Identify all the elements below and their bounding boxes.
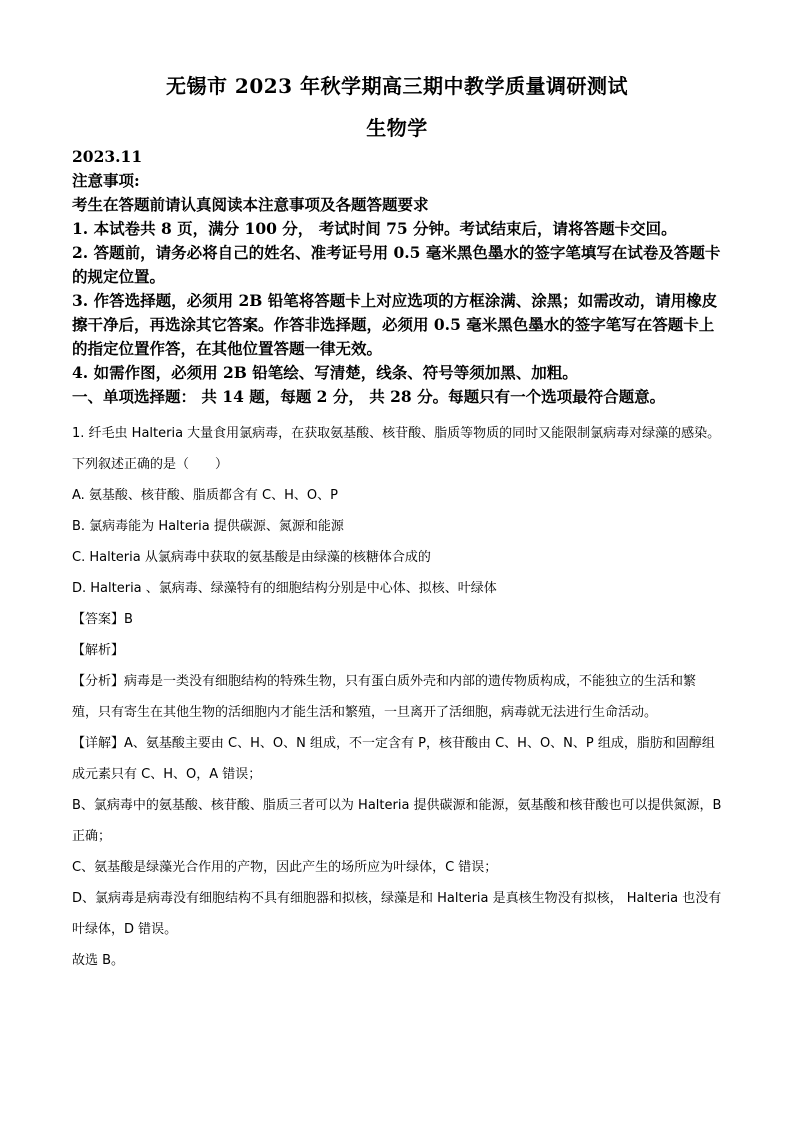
subject-title: 生物学 [366, 116, 428, 140]
notice-item-1: 1. 本试卷共 8 页，满分 100 分， 考试时间 75 分钟。考试结束后，请将答题卡交回。 [72, 219, 677, 238]
notice-section [72, 145, 722, 409]
notice-item-2: 2. 答题前，请务必将自己的姓名、准考证号用 0.5 毫米黑色墨水的签字笔填写在试卷及答题卡的规定位置。 [72, 243, 721, 286]
xiangjie-text-a: A、氨基酸主要由 C、H、O、N 组成，不一定含有 P，核苷酸由 C、H、O、N、P 组成，脂肪和固醇组成元素只有 C、H、O，A 错误； [72, 736, 715, 782]
fenxi-text: 病毒是一类没有细胞结构的特殊生物，只有蛋白质外壳和内部的遗传物质构成，不能独立的生活和繁殖，只有寄生在其他生物的活细胞内才能生活和繁殖，一旦离开了活细胞，病毒就无法进行生命活动。 [72, 674, 697, 720]
answer-line [72, 604, 722, 635]
notice-heading: 注意事项: [72, 171, 140, 190]
xiangjie-line-b: B、氯病毒中的氨基酸、核苷酸、脂质三者可以为 Halteria 提供碳源和能源，氨基酸和核苷酸也可以提供氮源，B 正确； [72, 798, 722, 844]
xiangjie-line-c: C、氨基酸是绿藻光合作用的产物，因此产生的场所应为叶绿体，C 错误； [72, 860, 498, 875]
notice-item-3: 3. 作答选择题，必须用 2B 铅笔将答题卡上对应选项的方框涂满、涂黑；如需改动，请用橡皮擦干净后，再选涂其它答案。作答非选择题，必须用 0.5 毫米黑色墨水的签字笔写在答题卡上的指定位置作答，在其他位置答题一律无效。 [72, 291, 718, 358]
question-section [72, 418, 722, 976]
answer-value: B [124, 612, 133, 627]
exam-title: 无锡市 2023 年秋学期高三期中教学质量调研测试 [165, 74, 629, 98]
exam-date: 2023.11 [72, 147, 143, 166]
answer-label: 【答案】 [72, 612, 125, 627]
option-b: B. 氯病毒能为 Halteria 提供碳源、氮源和能源 [72, 519, 344, 534]
xiangjie-line-d: D、氯病毒是病毒没有细胞结构不具有细胞器和拟核，绿藻是和 Halteria 是真核生物没有拟核， Halteria 也没有叶绿体，D 错误。 [72, 891, 722, 937]
xiangjie-label: 【详解】 [72, 736, 125, 751]
question-stem: 1. 纤毛虫 Halteria 大量食用氯病毒，在获取氨基酸、核苷酸、脂质等物质的同时又能限制氯病毒对绿藻的感染。下列叙述正确的是（ ） [72, 426, 721, 472]
section-heading: 一、单项选择题： 共 14 题，每题 2 分， 共 28 分。每题只有一个选项最符合题意。 [72, 387, 666, 406]
fenxi-paragraph [72, 666, 722, 728]
conclusion: 故选 B。 [72, 953, 125, 968]
analysis-label: 【解析】 [72, 643, 125, 658]
xiangjie-line-a [72, 728, 722, 790]
notice-item-4: 4. 如需作图，必须用 2B 铅笔绘、写清楚，线条、符号等须加黑、加粗。 [72, 363, 578, 382]
notice-intro: 考生在答题前请认真阅读本注意事项及各题答题要求 [72, 195, 429, 214]
fenxi-label: 【分析】 [72, 674, 125, 689]
option-d: D. Halteria 、氯病毒、绿藻特有的细胞结构分别是中心体、拟核、叶绿体 [72, 581, 497, 596]
option-a: A. 氨基酸、核苷酸、脂质都含有 C、H、O、P [72, 488, 338, 503]
option-c: C. Halteria 从氯病毒中获取的氨基酸是由绿藻的核糖体合成的 [72, 550, 431, 565]
